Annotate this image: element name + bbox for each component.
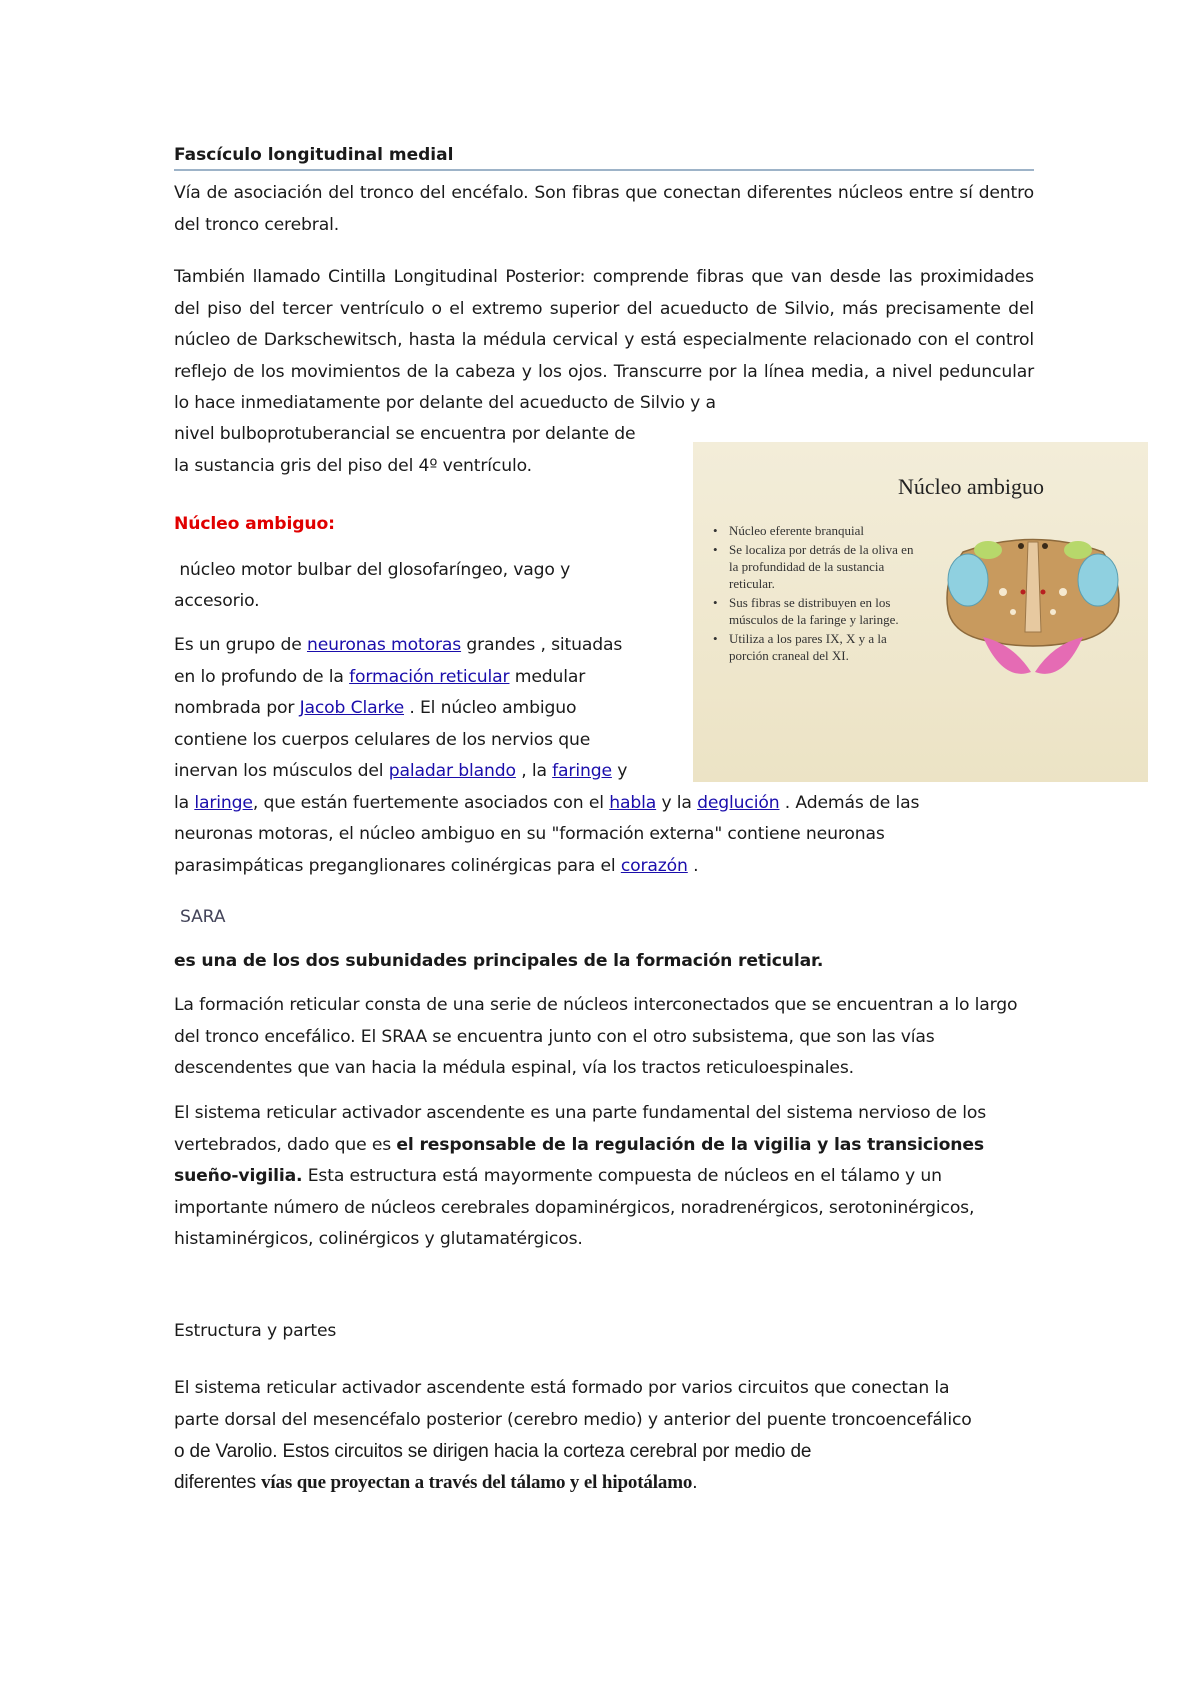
text: y la	[656, 792, 698, 813]
text: Es un grupo de	[174, 635, 307, 655]
text: .	[692, 1472, 698, 1493]
text: Esta estructura está mayormente compuesta de núcleos en el tálamo y un importante número de núcleos cerebrales dopaminérgicos, noradrenérgicos, serotoninérgicos, histaminérgicos, colinérgicos y glutamatérgicos.	[174, 1166, 975, 1249]
link-faringe[interactable]: faringe	[552, 761, 612, 781]
link-deglucion[interactable]: deglución	[697, 792, 780, 813]
paragraph-cintilla-tail-1: nivel bulboprotuberancial se encuentra por delante de	[174, 424, 636, 444]
text: . Además de las	[779, 792, 920, 813]
text: y	[611, 761, 628, 781]
text: parasimpáticas preganglionares colinérgicas para el	[174, 855, 621, 876]
final-line: parte dorsal del mesencéfalo posterior (cerebro medio) y anterior del puente troncoencefálico	[174, 1409, 972, 1430]
text: .	[687, 855, 699, 876]
paragraph-via-asociacion: Vía de asociación del tronco del encéfalo. Son fibras que conectan diferentes núcleos entre sí dentro del tronco cerebral.	[174, 183, 1034, 235]
link-jacob-clarke[interactable]: Jacob Clarke	[299, 698, 405, 718]
grupo-line	[174, 788, 1034, 820]
text: diferentes	[174, 1472, 262, 1493]
grupo-line: neuronas motoras, el núcleo ambiguo en su "formación externa" contiene neuronas	[174, 824, 885, 844]
nucleo-ambiguo-figure	[693, 442, 1148, 782]
estructura-heading: Estructura y partes	[174, 1321, 337, 1341]
nucleo-ambiguo-heading: Núcleo ambiguo:	[174, 514, 335, 534]
paragraph-final	[174, 1373, 1054, 1498]
text: medular	[509, 666, 586, 687]
paragraph-cintilla-tail-2: la sustancia gris del piso del 4º ventrículo.	[174, 456, 532, 476]
nucleo-line-1: núcleo motor bulbar del glosofaríngeo, vago y	[174, 560, 571, 580]
text: El sistema reticular activador ascendente es una parte fundamental del sistema nervioso de los vertebrados, dado que es	[174, 1103, 987, 1155]
link-neuronas-motoras[interactable]: neuronas motoras	[306, 635, 462, 655]
brainstem-section-illustration	[933, 532, 1133, 692]
text: inervan los músculos del	[174, 761, 389, 781]
link-laringe[interactable]: laringe	[194, 792, 253, 813]
paragraph-sistema-reticular	[174, 1098, 1034, 1256]
text: . El núcleo ambiguo	[404, 698, 577, 718]
final-line	[174, 1467, 1054, 1498]
grupo-line	[174, 851, 1034, 883]
bold-text: vías que proyectan a través del tálamo y el hipotálamo	[261, 1472, 693, 1493]
text: grandes , situadas	[461, 635, 623, 655]
figure-bullet-list	[709, 522, 924, 666]
figure-bullet: • Se localiza por detrás de la oliva en la profundidad de la sustancia reticular.	[709, 541, 924, 592]
text: en lo profundo de la	[174, 666, 350, 687]
sara-definition: es una de los dos subunidades principales de la formación reticular.	[174, 951, 824, 971]
link-corazon[interactable]: corazón	[620, 855, 688, 876]
figure-bullet: • Núcleo eferente branquial	[709, 522, 924, 539]
sara-label: SARA	[180, 907, 226, 927]
grupo-line: contiene los cuerpos celulares de los nervios que	[174, 729, 591, 750]
text: nombrada por	[174, 698, 300, 718]
final-line: El sistema reticular activador ascendente está formado por varios circuitos que conectan la	[174, 1378, 950, 1398]
figure-bullet: • Utiliza a los pares IX, X y a la porción craneal del XI.	[709, 630, 924, 664]
text: , que están fuertemente asociados con el	[252, 792, 610, 813]
paragraph-formacion-reticular: La formación reticular consta de una serie de núcleos interconectados que se encuentran a lo largo del tronco encefálico. El SRAA se encuentra junto con el otro subsistema, que son las vías descendentes que van hacia la médula espinal, vía los tractos reticuloespinales.	[174, 995, 1018, 1078]
link-habla[interactable]: habla	[609, 792, 657, 813]
link-formacion-reticular[interactable]: formación reticular	[349, 666, 510, 687]
text: , la	[515, 761, 553, 781]
bold-text: el responsable de la regulación de la vigilia y las transiciones sueño-vigilia.	[174, 1134, 984, 1186]
figure-bullet: • Sus fibras se distribuyen en los músculos de la faringe y laringe.	[709, 594, 924, 628]
paragraph-cintilla: También llamado Cintilla Longitudinal Posterior: comprende fibras que van desde las proximidades del piso del tercer ventrículo o el extremo superior del acueducto de Silvio, más precisamente del núcleo de Darkschewitsch, hasta la médula cervical y está especialmente relacionado con el control reflejo de los movimientos de la cabeza y los ojos. Transcurre por la línea media, a nivel peduncular lo hace inmediatamente por delante del acueducto de Silvio y a	[174, 267, 1034, 413]
text: la	[174, 792, 195, 813]
nucleo-line-2: accesorio.	[174, 591, 260, 611]
final-line: o de Varolio. Estos circuitos se dirigen hacia la corteza cerebral por medio de	[174, 1441, 812, 1462]
link-paladar-blando[interactable]: paladar blando	[388, 761, 516, 781]
figure-title: Núcleo ambiguo	[898, 474, 1045, 499]
section-heading: Fascículo longitudinal medial	[174, 144, 1034, 171]
